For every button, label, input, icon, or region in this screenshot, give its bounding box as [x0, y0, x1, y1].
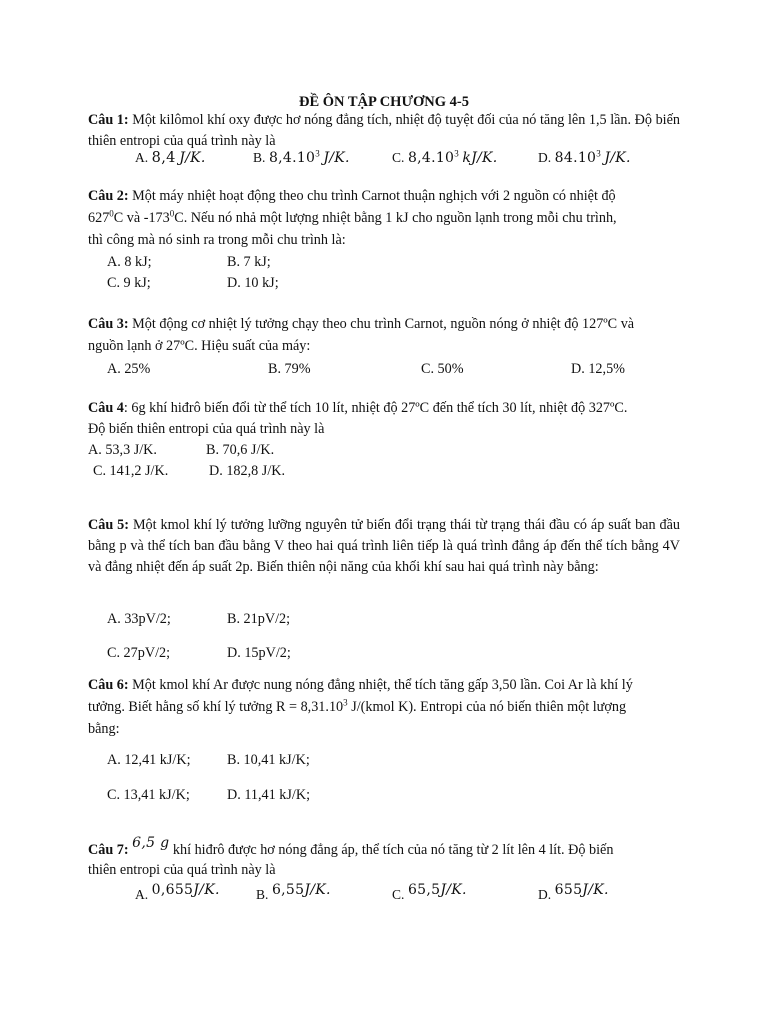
question-5 — [88, 515, 680, 578]
question-5-option-b: B. 21pV/2; — [227, 611, 291, 627]
question-7-mass: 6,5 g — [132, 835, 170, 851]
question-7-line-1: Câu 7: 6,5 g khí hiđrô được hơ nóng đẳng áp, thể tích của nó tăng từ 2 lít lên 4 lít. Độ biến — [88, 835, 614, 858]
question-4-option-b: B. 70,6 J/K. — [206, 442, 275, 458]
question-6-line-2: tưởng. Biết hằng số khí lý tưởng $R = 8,31.10^3$ J/(kmol K). Entropi của nó biến thiên một lượng — [88, 697, 627, 715]
question-1 — [88, 110, 680, 152]
question-5-option-d: D. 15pV/2; — [227, 645, 291, 661]
question-1-option-c: C. 8,4.10$^3$ kJ/K. — [392, 148, 498, 166]
question-6-line-3: bằng: — [88, 721, 120, 737]
question-2-line-3: thì công mà nó sinh ra trong mỗi chu trình là: — [88, 232, 346, 248]
question-6-option-b: B. 10,41 kJ/K; — [227, 752, 310, 768]
question-4-line-2: Độ biến thiên entropi của quá trình này là — [88, 421, 325, 437]
question-1-option-a: A. 8,4 J/K. — [135, 150, 206, 166]
question-6-option-d: D. 11,41 kJ/K; — [227, 787, 311, 803]
question-2-option-d: D. 10 kJ; — [227, 275, 279, 291]
question-2-line-1: Câu 2: Một máy nhiệt hoạt động theo chu trình Carnot thuận nghịch với 2 nguồn có nhiệt độ — [88, 188, 616, 204]
question-1-text: Một kilômol khí oxy được hơ nóng đẳng tích, nhiệt độ tuyệt đối của nó tăng lên 1,5 lần. Độ biến thiên entropi của quá trình này là — [88, 112, 680, 149]
question-7-option-d: D. 655J/K. — [538, 882, 609, 902]
question-2-option-c: C. 9 kJ; — [107, 275, 151, 291]
question-7-line-2: thiên entropi của quá trình này là — [88, 862, 276, 878]
question-5-text: Một kmol khí lý tưởng lưỡng nguyên tử biến đổi trạng thái từ trạng thái đầu có áp suất ban đầu bằng p và thể tích ban đầu bằng V theo hai quá trình liên tiếp là quá trình đẳng áp đến thể tích bằng 4V và đẳng nhiệt đến áp suất 2p. Biến thiên nội năng của khối khí sau hai quá trình này bằng: — [88, 517, 680, 575]
question-3-option-c: C. 50% — [421, 361, 464, 377]
question-7-option-b: B. 6,55J/K. — [256, 882, 331, 902]
question-4-option-c: C. 141,2 J/K. — [93, 463, 169, 479]
question-6-line-1: Câu 6: Một kmol khí Ar được nung nóng đẳng nhiệt, thể tích tăng gấp 3,50 lần. Coi Ar là khí lý — [88, 677, 633, 693]
question-1-label: Câu 1: — [88, 112, 129, 128]
question-6-option-a: A. 12,41 kJ/K; — [107, 752, 191, 768]
question-3-option-b: B. 79% — [268, 361, 311, 377]
question-5-label: Câu 5: — [88, 517, 129, 533]
question-2-option-b: B. 7 kJ; — [227, 254, 271, 270]
question-2-line-2: $627^0C$ và $-173^0C$. Nếu nó nhả một lượng nhiệt bằng 1 kJ cho nguồn lạnh trong mỗi chu trình, — [88, 208, 617, 226]
question-7-option-c: C. 65,5J/K. — [392, 882, 467, 902]
question-4-line-1: Câu 4: 6g khí hiđrô biến đổi từ thể tích 10 lít, nhiệt độ 27ºC đến thể tích 30 lít, nhiệt độ 327ºC. — [88, 400, 628, 416]
question-3-option-d: D. 12,5% — [571, 361, 625, 377]
question-4-option-a: A. 53,3 J/K. — [88, 442, 157, 458]
question-5-option-a: A. 33pV/2; — [107, 611, 171, 627]
question-3-option-a: A. 25% — [107, 361, 151, 377]
page-title: ĐỀ ÔN TẬP CHƯƠNG 4-5 — [299, 94, 469, 110]
question-5-option-c: C. 27pV/2; — [107, 645, 171, 661]
question-1-option-b: B. 8,4.10$^3$ J/K. — [253, 148, 350, 166]
question-6-option-c: C. 13,41 kJ/K; — [107, 787, 190, 803]
question-7-option-a: A. 0,655J/K. — [135, 882, 220, 902]
question-1-option-d: D. 84.10$^3$ J/K. — [538, 148, 631, 166]
question-3-line-1: Câu 3: Một động cơ nhiệt lý tưởng chạy theo chu trình Carnot, nguồn nóng ở nhiệt độ 127ºC và — [88, 316, 635, 332]
question-4-option-d: D. 182,8 J/K. — [209, 463, 286, 479]
question-3-line-2: nguồn lạnh ở 27ºC. Hiệu suất của máy: — [88, 338, 311, 354]
question-2-option-a: A. 8 kJ; — [107, 254, 152, 270]
